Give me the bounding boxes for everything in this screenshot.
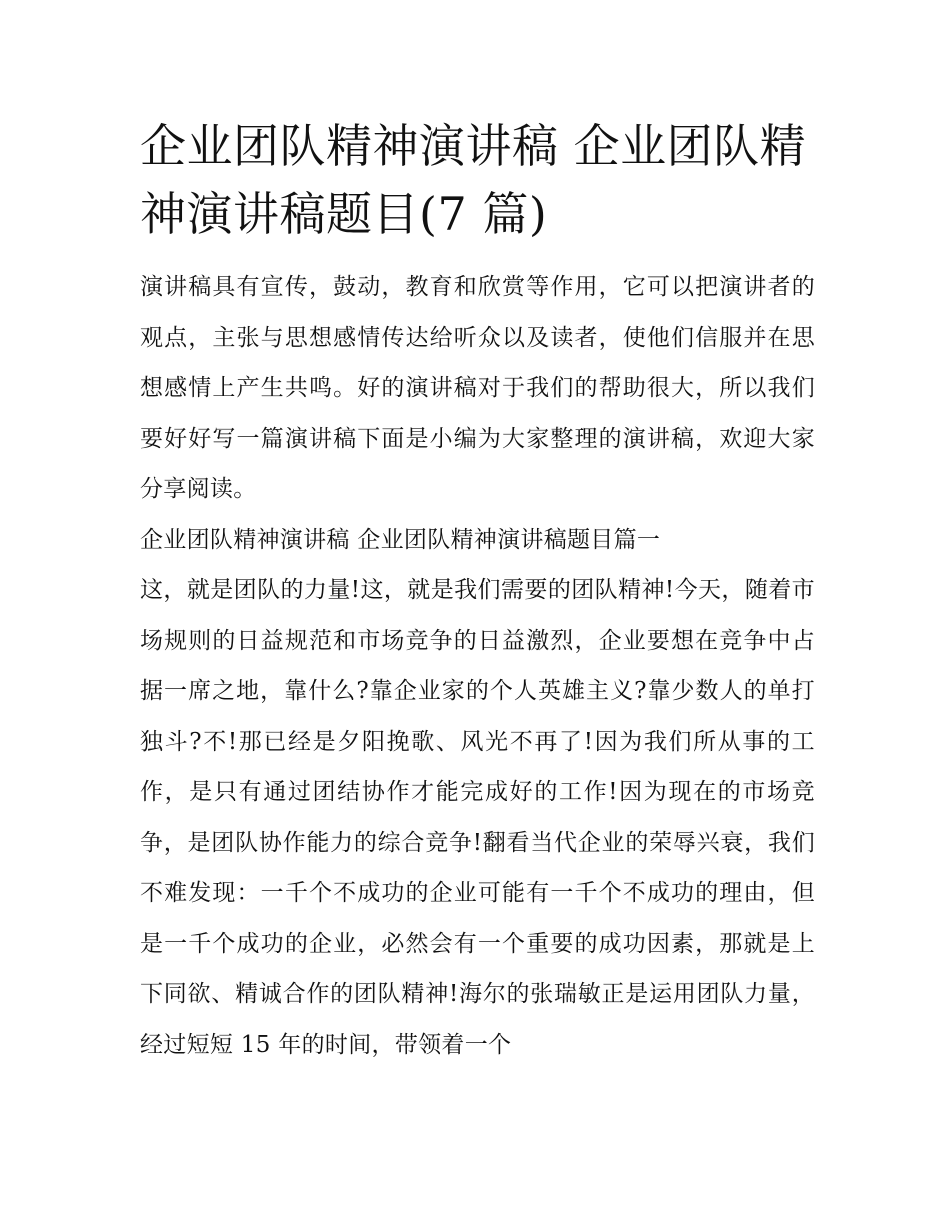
body-paragraph: 这，就是团队的力量!这，就是我们需要的团队精神!今天，随着市场规则的日益规范和市场竞争的日益激烈，企业要想在竞争中占据一席之地，靠什么?靠企业家的个人英雄主义?靠少数人的单打独斗?不!那已经是夕阳挽歌、风光不再了!因为我们所从事的工作，是只有通过团结协作才能完成好的工作!因为现在的市场竞争，是团队协作能力的综合竞争!翻看当代企业的荣辱兴衰，我们不难发现：一千个不成功的企业可能有一千个不成功的理由，但是一千个成功的企业，必然会有一个重要的成功因素，那就是上下同欲、精诚合作的团队精神!海尔的张瑞敏正是运用团队力量，经过短短 15 年的时间，带领着一个 <box>140 577 815 1058</box>
section-heading: 企业团队精神演讲稿 企业团队精神演讲稿题目篇一 <box>140 526 661 553</box>
document-title: 企业团队精神演讲稿 企业团队精神演讲稿题目(7 篇) <box>140 119 807 241</box>
intro-paragraph: 演讲稿具有宣传，鼓动，教育和欣赏等作用，它可以把演讲者的观点，主张与思想感情传达给听众以及读者，使他们信服并在思想感情上产生共鸣。好的演讲稿对于我们的帮助很大，所以我们要好好写一篇演讲稿下面是小编为大家整理的演讲稿，欢迎大家分享阅读。 <box>140 274 815 502</box>
document-content <box>140 112 815 1070</box>
